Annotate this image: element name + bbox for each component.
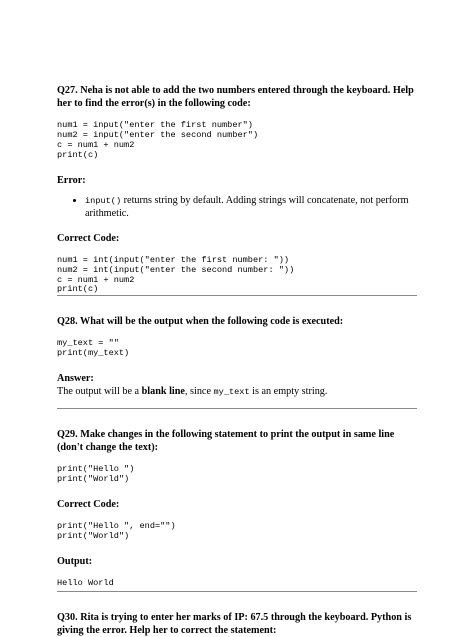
q28-answer-suffix: is an empty string. (249, 386, 328, 398)
q28-answer-label: Answer: (57, 373, 94, 385)
q27-error-label: Error: (57, 174, 86, 186)
q28-answer-code: my_text (213, 387, 250, 398)
q28-answer-prefix: The output will be a (57, 386, 142, 398)
q27-correct-label: Correct Code: (57, 232, 120, 244)
q27-error-list (57, 194, 417, 220)
q27-error-bullet (85, 194, 417, 220)
q28-answer-bold: blank line (141, 386, 185, 398)
q29-correct-code: print("Hello ", end="") print("World") (57, 521, 176, 541)
q27-correct-code: num1 = int(input("enter the first number: ")) num2 = int(input("enter the second number: ")) c = num1 + num2 print(c) (57, 254, 295, 295)
q29-correct-label: Correct Code: (57, 499, 120, 511)
q28-answer-mid: , since (184, 386, 214, 398)
separator-2 (57, 408, 417, 409)
q28-code: my_text = "" print(my_text) (57, 338, 130, 359)
q27-question: Q27. Neha is not able to add the two numbers entered through the keyboard. Help her to find the error(s) in the following code: (57, 85, 414, 110)
q27-error-code: input() (85, 195, 122, 206)
q27-error-text: returns string by default. Adding strings will concatenate, not perform arithmetic. (85, 194, 409, 219)
q28-answer (57, 385, 417, 398)
q29-output-label: Output: (57, 555, 93, 567)
q29-code: print("Hello ") print("World") (57, 464, 135, 485)
q28-question: Q28. What will be the output when the following code is executed: (57, 316, 344, 328)
separator-3 (57, 591, 417, 592)
q27-code: num1 = input("enter the first number") num2 = input("enter the second number") c = num1 + num2 print(c) (57, 120, 259, 160)
q29-question: Q29. Make changes in the following statement to print the output in same line (don't change the text): (57, 429, 395, 454)
separator-1 (57, 295, 417, 296)
q29-output-code: Hello World (57, 577, 114, 588)
q30-question: Q30. Rita is trying to enter her marks of IP: 67.5 through the keyboard. Python is giving the error. Help her to correct the statement: (57, 611, 412, 636)
